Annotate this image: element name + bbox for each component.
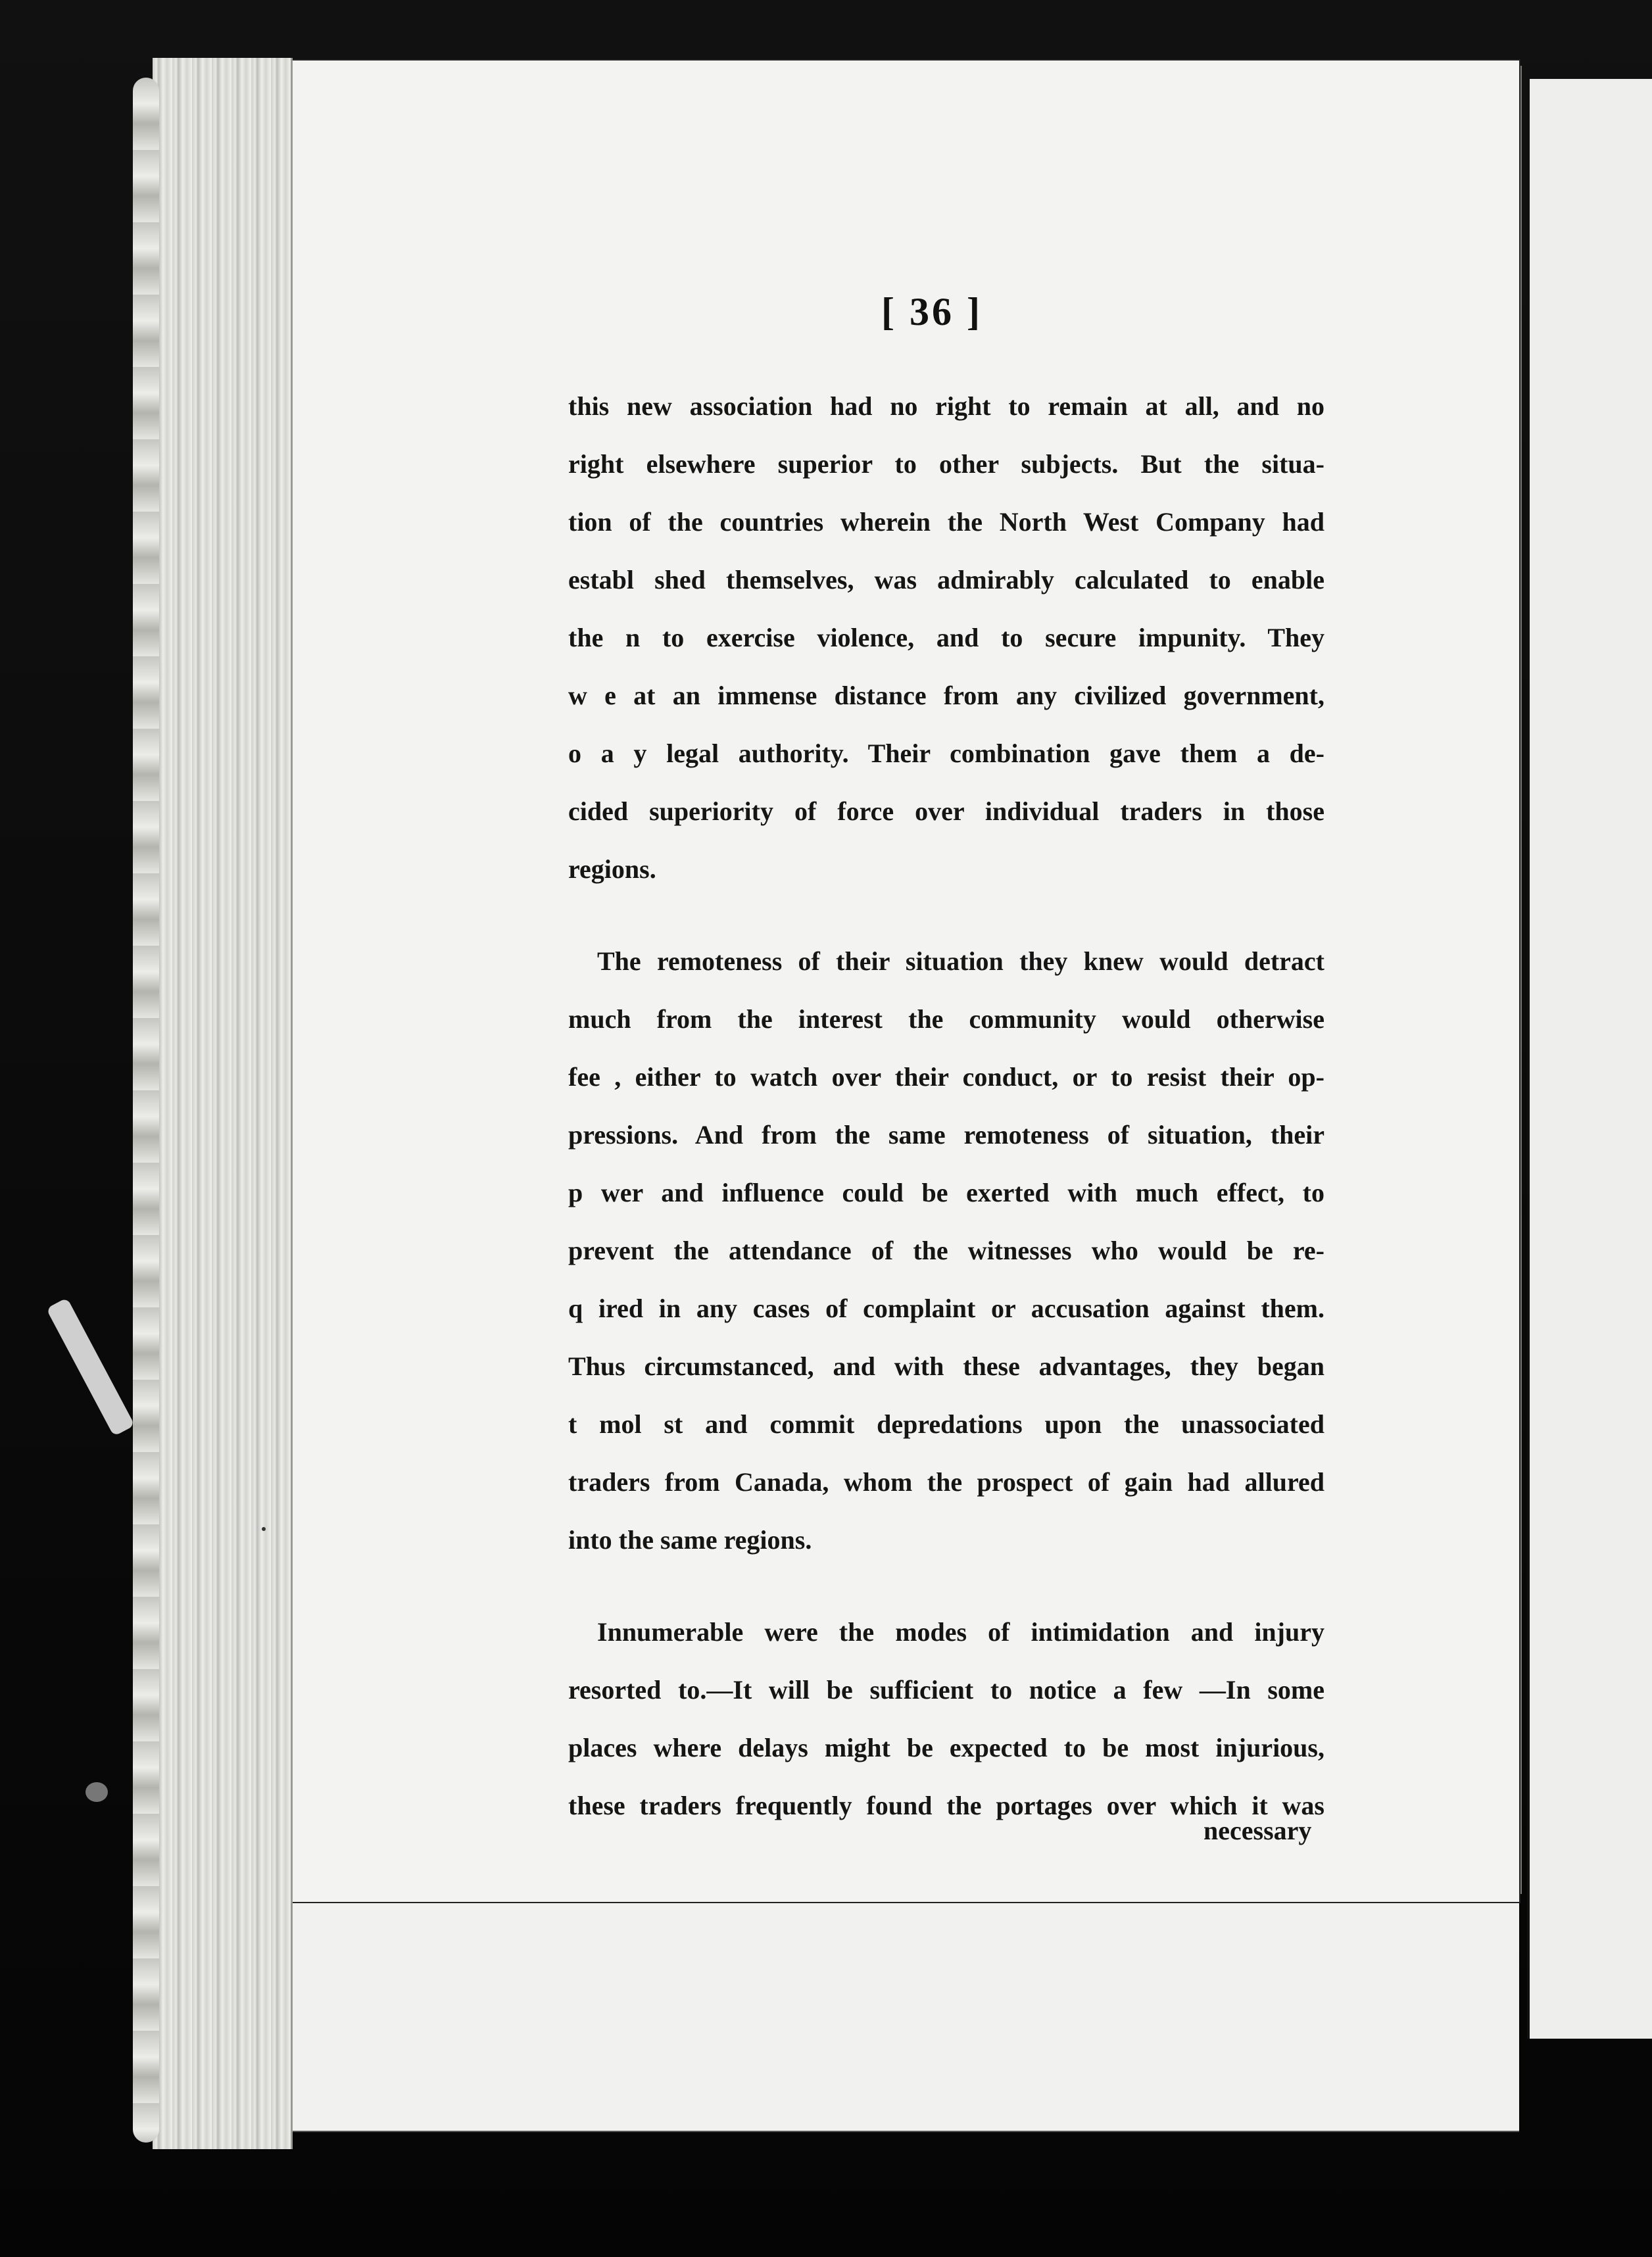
paragraph (568, 933, 1324, 1569)
text-line: traders from Canada, whom the prospect of gain had allured (568, 1467, 1324, 1497)
text-line: right elsewhere superior to other subjects. But the situa- (568, 449, 1324, 479)
underlying-sheet (237, 1894, 1519, 2132)
text-line: fee , either to watch over their conduct, or to resist their op- (568, 1062, 1324, 1092)
text-line: the n to exercise violence, and to secure impunity. They (568, 623, 1324, 652)
text-line: q ired in any cases of complaint or accusation against them. (568, 1294, 1324, 1323)
text-line: these traders frequently found the portages over which it was (568, 1791, 1324, 1820)
text-line: cided superiority of force over individual traders in those (568, 796, 1324, 826)
page-number: [ 36 ] (881, 290, 983, 333)
text-line: Thus circumstanced, and with these advantages, they began (568, 1351, 1324, 1381)
paragraph (568, 377, 1324, 898)
text-line: prevent the attendance of the witnesses who would be re- (568, 1236, 1324, 1265)
ink-speck (262, 1527, 266, 1531)
deckled-page-edges (153, 58, 293, 2149)
ink-speck (85, 1782, 108, 1802)
text-line: o a y legal authority. Their combination gave them a de- (568, 739, 1324, 768)
text-line: tion of the countries wherein the North West Company had (568, 507, 1324, 537)
text-line: into the same regions. (568, 1525, 812, 1555)
text-line: t mol st and commit depredations upon the unassociated (568, 1409, 1324, 1439)
text-line: Innumerable were the modes of intimidation and injury (597, 1617, 1324, 1647)
text-line: regions. (568, 854, 656, 884)
paragraph-gap (568, 898, 1324, 933)
text-line: much from the interest the community would otherwise (568, 1004, 1324, 1034)
text-line: w e at an immense distance from any civilized government, (568, 681, 1324, 710)
paragraph (568, 1603, 1324, 1835)
text-line: resorted to.—It will be sufficient to notice a few —In some (568, 1675, 1324, 1705)
text-line: this new association had no right to remain at all, and no (568, 391, 1324, 421)
paragraph-gap (568, 1569, 1324, 1603)
text-line: pressions. And from the same remoteness of situation, their (568, 1120, 1324, 1150)
facing-page-edge (1527, 79, 1652, 2039)
body-text (568, 377, 1324, 1835)
text-line: The remoteness of their situation they knew would detract (597, 946, 1324, 976)
catchword: necessary (1203, 1816, 1312, 1845)
text-line: places where delays might be expected to be most injurious, (568, 1733, 1324, 1762)
text-line: p wer and influence could be exerted with much effect, to (568, 1178, 1324, 1207)
text-line: establ shed themselves, was admirably calculated to enable (568, 565, 1324, 595)
